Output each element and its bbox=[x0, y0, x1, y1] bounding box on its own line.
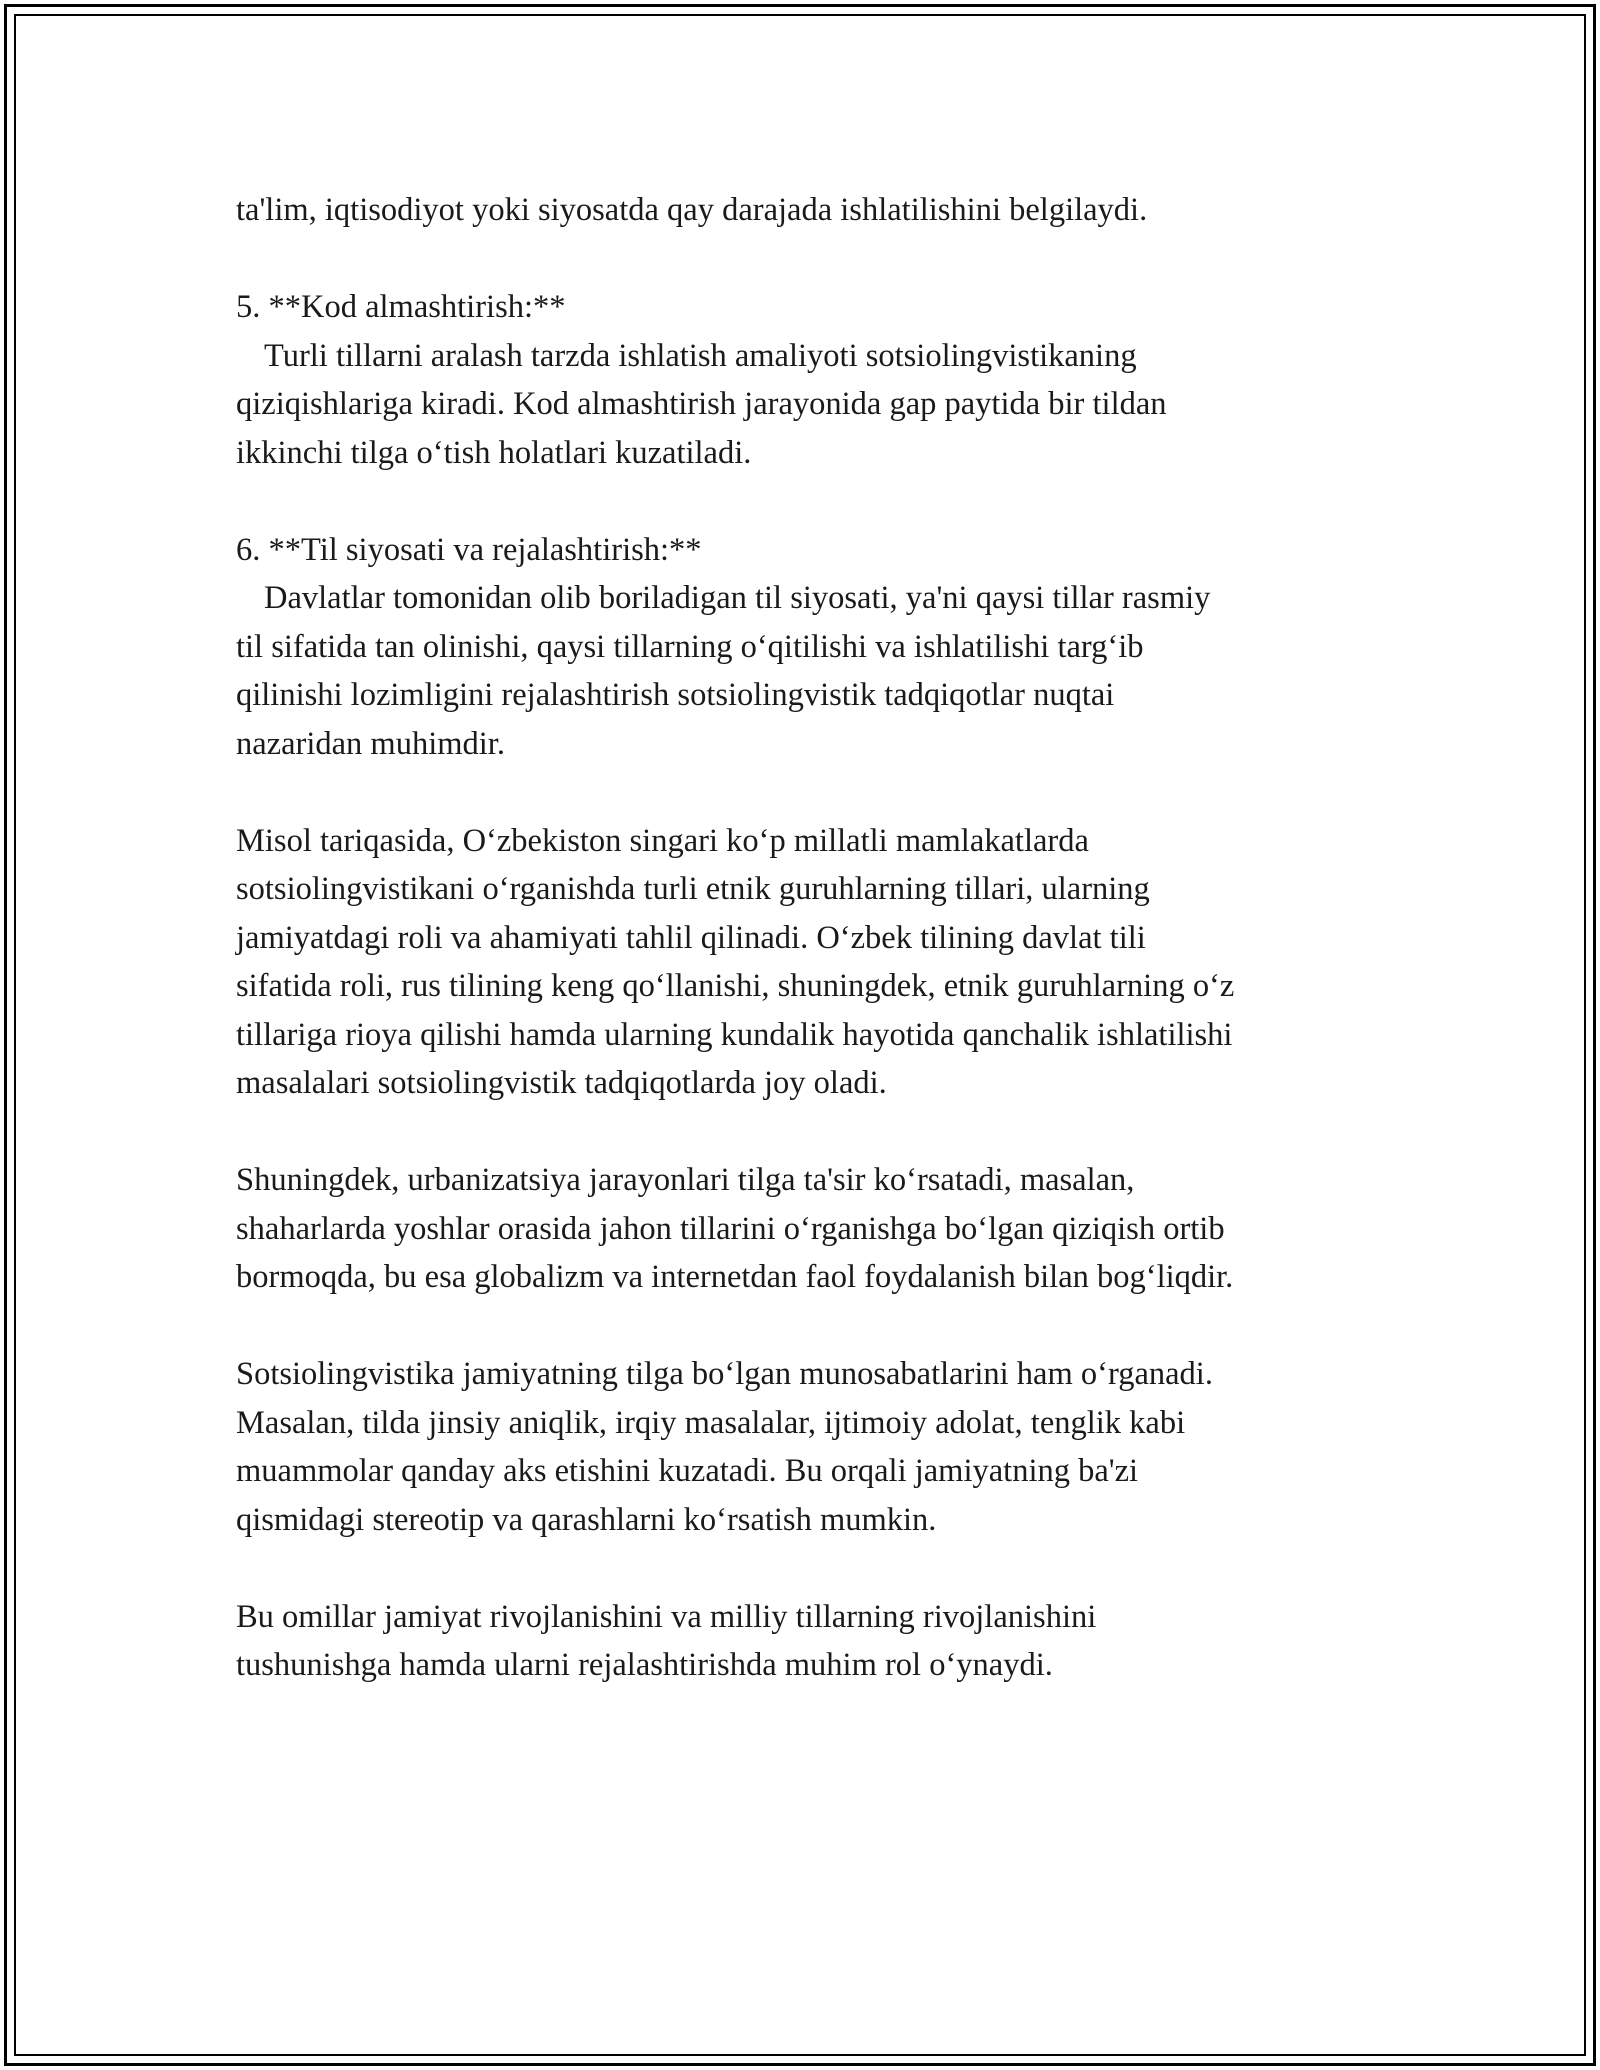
text-line: Misol tariqasida, O‘zbekiston singari ko‘p millatli mamlakatlarda bbox=[236, 822, 1089, 859]
text-line: Shuningdek, urbanizatsiya jarayonlari tilga ta'sir ko‘rsatadi, masalan, bbox=[236, 1162, 1135, 1198]
list-item bbox=[236, 283, 1396, 477]
paragraph bbox=[236, 186, 1396, 235]
paragraph-gap bbox=[236, 768, 1396, 817]
text-line: qilinishi lozimligini rejalashtirish sotsiolingvistik tadqiqotlar nuqtai bbox=[236, 677, 1115, 713]
text-line: ikkinchi tilga o‘tish holatlari kuzatiladi. bbox=[236, 434, 752, 471]
paragraph bbox=[236, 1350, 1396, 1544]
text-line: bormoqda, bu esa globalizm va internetdan faol foydalanish bilan bog‘liqdir. bbox=[236, 1259, 1234, 1295]
text-line: nazaridan muhimdir. bbox=[236, 725, 505, 762]
document-body bbox=[236, 186, 1396, 1690]
text-line: Davlatlar tomonidan olib boriladigan til siyosati, ya'ni qaysi tillar rasmiy bbox=[264, 580, 1211, 616]
text-line: Bu omillar jamiyat rivojlanishini va milliy tillarning rivojlanishini bbox=[236, 1598, 1097, 1635]
text-line: til sifatida tan olinishi, qaysi tillarning o‘qitilishi va ishlatilishi targ‘ib bbox=[236, 628, 1144, 665]
paragraph-gap bbox=[236, 477, 1396, 526]
text-line: qismidagi stereotip va qarashlarni ko‘rsatish mumkin. bbox=[236, 1501, 937, 1538]
list-item-heading: 6. **Til siyosati va rejalashtirish:** bbox=[236, 531, 702, 568]
paragraph bbox=[236, 817, 1396, 1108]
text-line: jamiyatdagi roli va ahamiyati tahlil qilinadi. O‘zbek tilining davlat tili bbox=[236, 919, 1146, 956]
text-line: masalalari sotsiolingvistik tadqiqotlarda joy oladi. bbox=[236, 1065, 887, 1101]
text-line: Sotsiolingvistika jamiyatning tilga bo‘lgan munosabatlarini ham o‘rganadi. bbox=[236, 1356, 1213, 1392]
paragraph-gap bbox=[236, 1544, 1396, 1593]
list-item bbox=[236, 526, 1396, 769]
text-line: Turli tillarni aralash tarzda ishlatish amaliyoti sotsiolingvistikaning bbox=[264, 337, 1137, 374]
text-line: tillariga rioya qilishi hamda ularning kundalik hayotida qanchalik ishlatilishi bbox=[236, 1016, 1233, 1053]
list-item-heading: 5. **Kod almashtirish:** bbox=[236, 289, 566, 325]
text-line: sotsiolingvistikani o‘rganishda turli etnik guruhlarning tillari, ularning bbox=[236, 871, 1150, 907]
paragraph-gap bbox=[236, 1302, 1396, 1351]
paragraph bbox=[236, 1156, 1396, 1302]
text-line: shaharlarda yoshlar orasida jahon tillarini o‘rganishga bo‘lgan qiziqish ortib bbox=[236, 1210, 1225, 1247]
text-line: sifatida roli, rus tilining keng qo‘llanishi, shuningdek, etnik guruhlarning o‘z bbox=[236, 968, 1235, 1004]
text-line: tushunishga hamda ularni rejalashtirishda muhim rol o‘ynaydi. bbox=[236, 1647, 1053, 1683]
text-line: Masalan, tilda jinsiy aniqlik, irqiy masalalar, ijtimoiy adolat, tenglik kabi bbox=[236, 1404, 1186, 1441]
paragraph-gap bbox=[236, 235, 1396, 284]
paragraph-gap bbox=[236, 1108, 1396, 1157]
text-line: qiziqishlariga kiradi. Kod almashtirish jarayonida gap paytida bir tildan bbox=[236, 386, 1167, 422]
text-line: ta'lim, iqtisodiyot yoki siyosatda qay darajada ishlatilishini belgilaydi. bbox=[236, 192, 1148, 228]
text-line: muammolar qanday aks etishini kuzatadi. Bu orqali jamiyatning ba'zi bbox=[236, 1453, 1139, 1489]
paragraph bbox=[236, 1593, 1396, 1690]
